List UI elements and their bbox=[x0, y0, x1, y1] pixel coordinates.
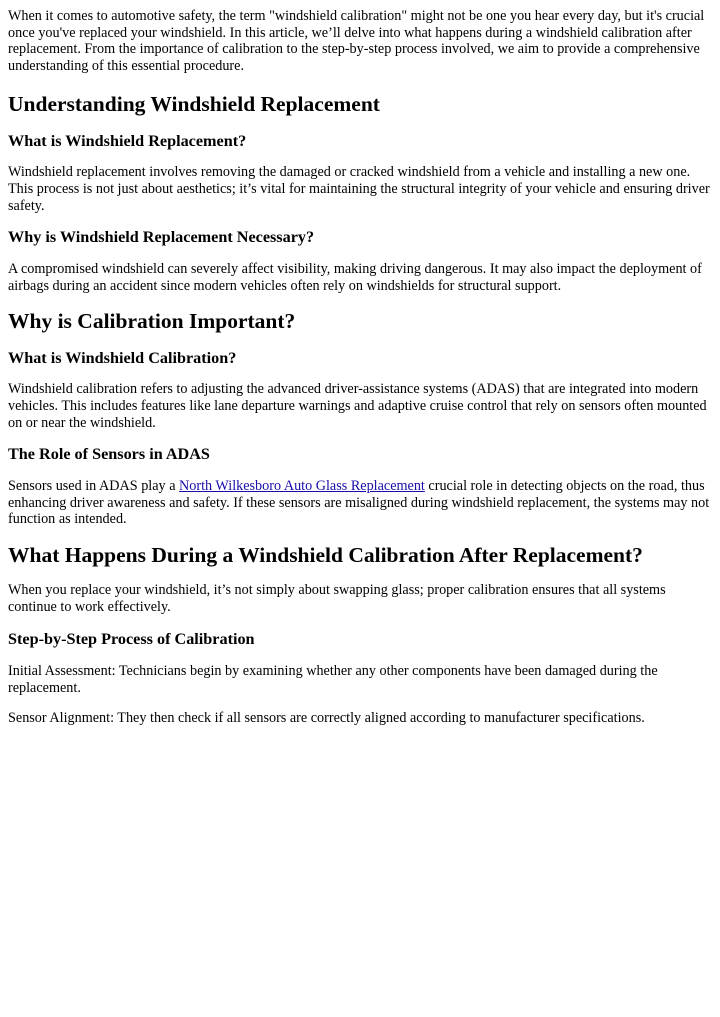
section-heading-understanding-replacement: Understanding Windshield Replacement bbox=[8, 92, 380, 117]
subheading-step-by-step: Step-by-Step Process of Calibration bbox=[8, 630, 255, 649]
paragraph-what-is-replacement: Windshield replacement involves removing the damaged or cracked windshield from a vehicle and installing a new one. This process is not just about aesthetics; it’s vital for maintaining the structural integrity of your vehicle and ensuring driver safety. bbox=[8, 164, 710, 214]
intro-paragraph: When it comes to automotive safety, the term "windshield calibration" might not be one you hear every day, but it's crucial once you've replaced your windshield. In this article, we’ll delve into what happens during a windshield calibration after replacement. From the importance of calibration to the step-by-step process involved, we aim to provide a comprehensive understanding of this essential procedure. bbox=[8, 8, 705, 74]
auto-glass-replacement-link[interactable]: North Wilkesboro Auto Glass Replacement bbox=[179, 478, 425, 495]
paragraph-replace-windshield: When you replace your windshield, it’s not simply about swapping glass; proper calibration ensures that all systems continue to work effectively. bbox=[8, 581, 666, 615]
paragraph-sensor-alignment: Sensor Alignment: They then check if all sensors are correctly aligned according to manufacturer specifications. bbox=[8, 710, 645, 727]
paragraph-what-is-calibration: Windshield calibration refers to adjusting the advanced driver-assistance systems (ADAS) that are integrated into modern vehicles. This includes features like lane departure warnings and adaptive cruise control that rely on sensors often mounted on or near the windshield. bbox=[8, 381, 707, 431]
paragraph-initial-assessment: Initial Assessment: Technicians begin by examining whether any other components have been damaged during the replacement. bbox=[8, 663, 658, 696]
sensors-text-before-link: Sensors used in ADAS play a bbox=[8, 478, 180, 495]
section-heading-why-calibration-important: Why is Calibration Important? bbox=[8, 309, 296, 334]
paragraph-why-replacement-necessary: A compromised windshield can severely affect visibility, making driving dangerous. It may also impact the deployment of airbags during an accident since modern vehicles often rely on windshields for structural support. bbox=[8, 261, 702, 294]
sensors-text-after-link: crucial role in detecting objects on the road, thus enhancing driver awareness and safety. If these sensors are misaligned during windshield replacement, the systems may not function as intended. bbox=[8, 478, 710, 528]
paragraph-role-of-sensors bbox=[8, 478, 712, 528]
subheading-why-replacement-necessary: Why is Windshield Replacement Necessary? bbox=[8, 228, 315, 247]
subheading-what-is-calibration: What is Windshield Calibration? bbox=[8, 349, 237, 368]
section-heading-what-happens-calibration: What Happens During a Windshield Calibration After Replacement? bbox=[8, 542, 643, 567]
subheading-role-of-sensors: The Role of Sensors in ADAS bbox=[8, 445, 210, 464]
subheading-what-is-replacement: What is Windshield Replacement? bbox=[8, 132, 247, 151]
